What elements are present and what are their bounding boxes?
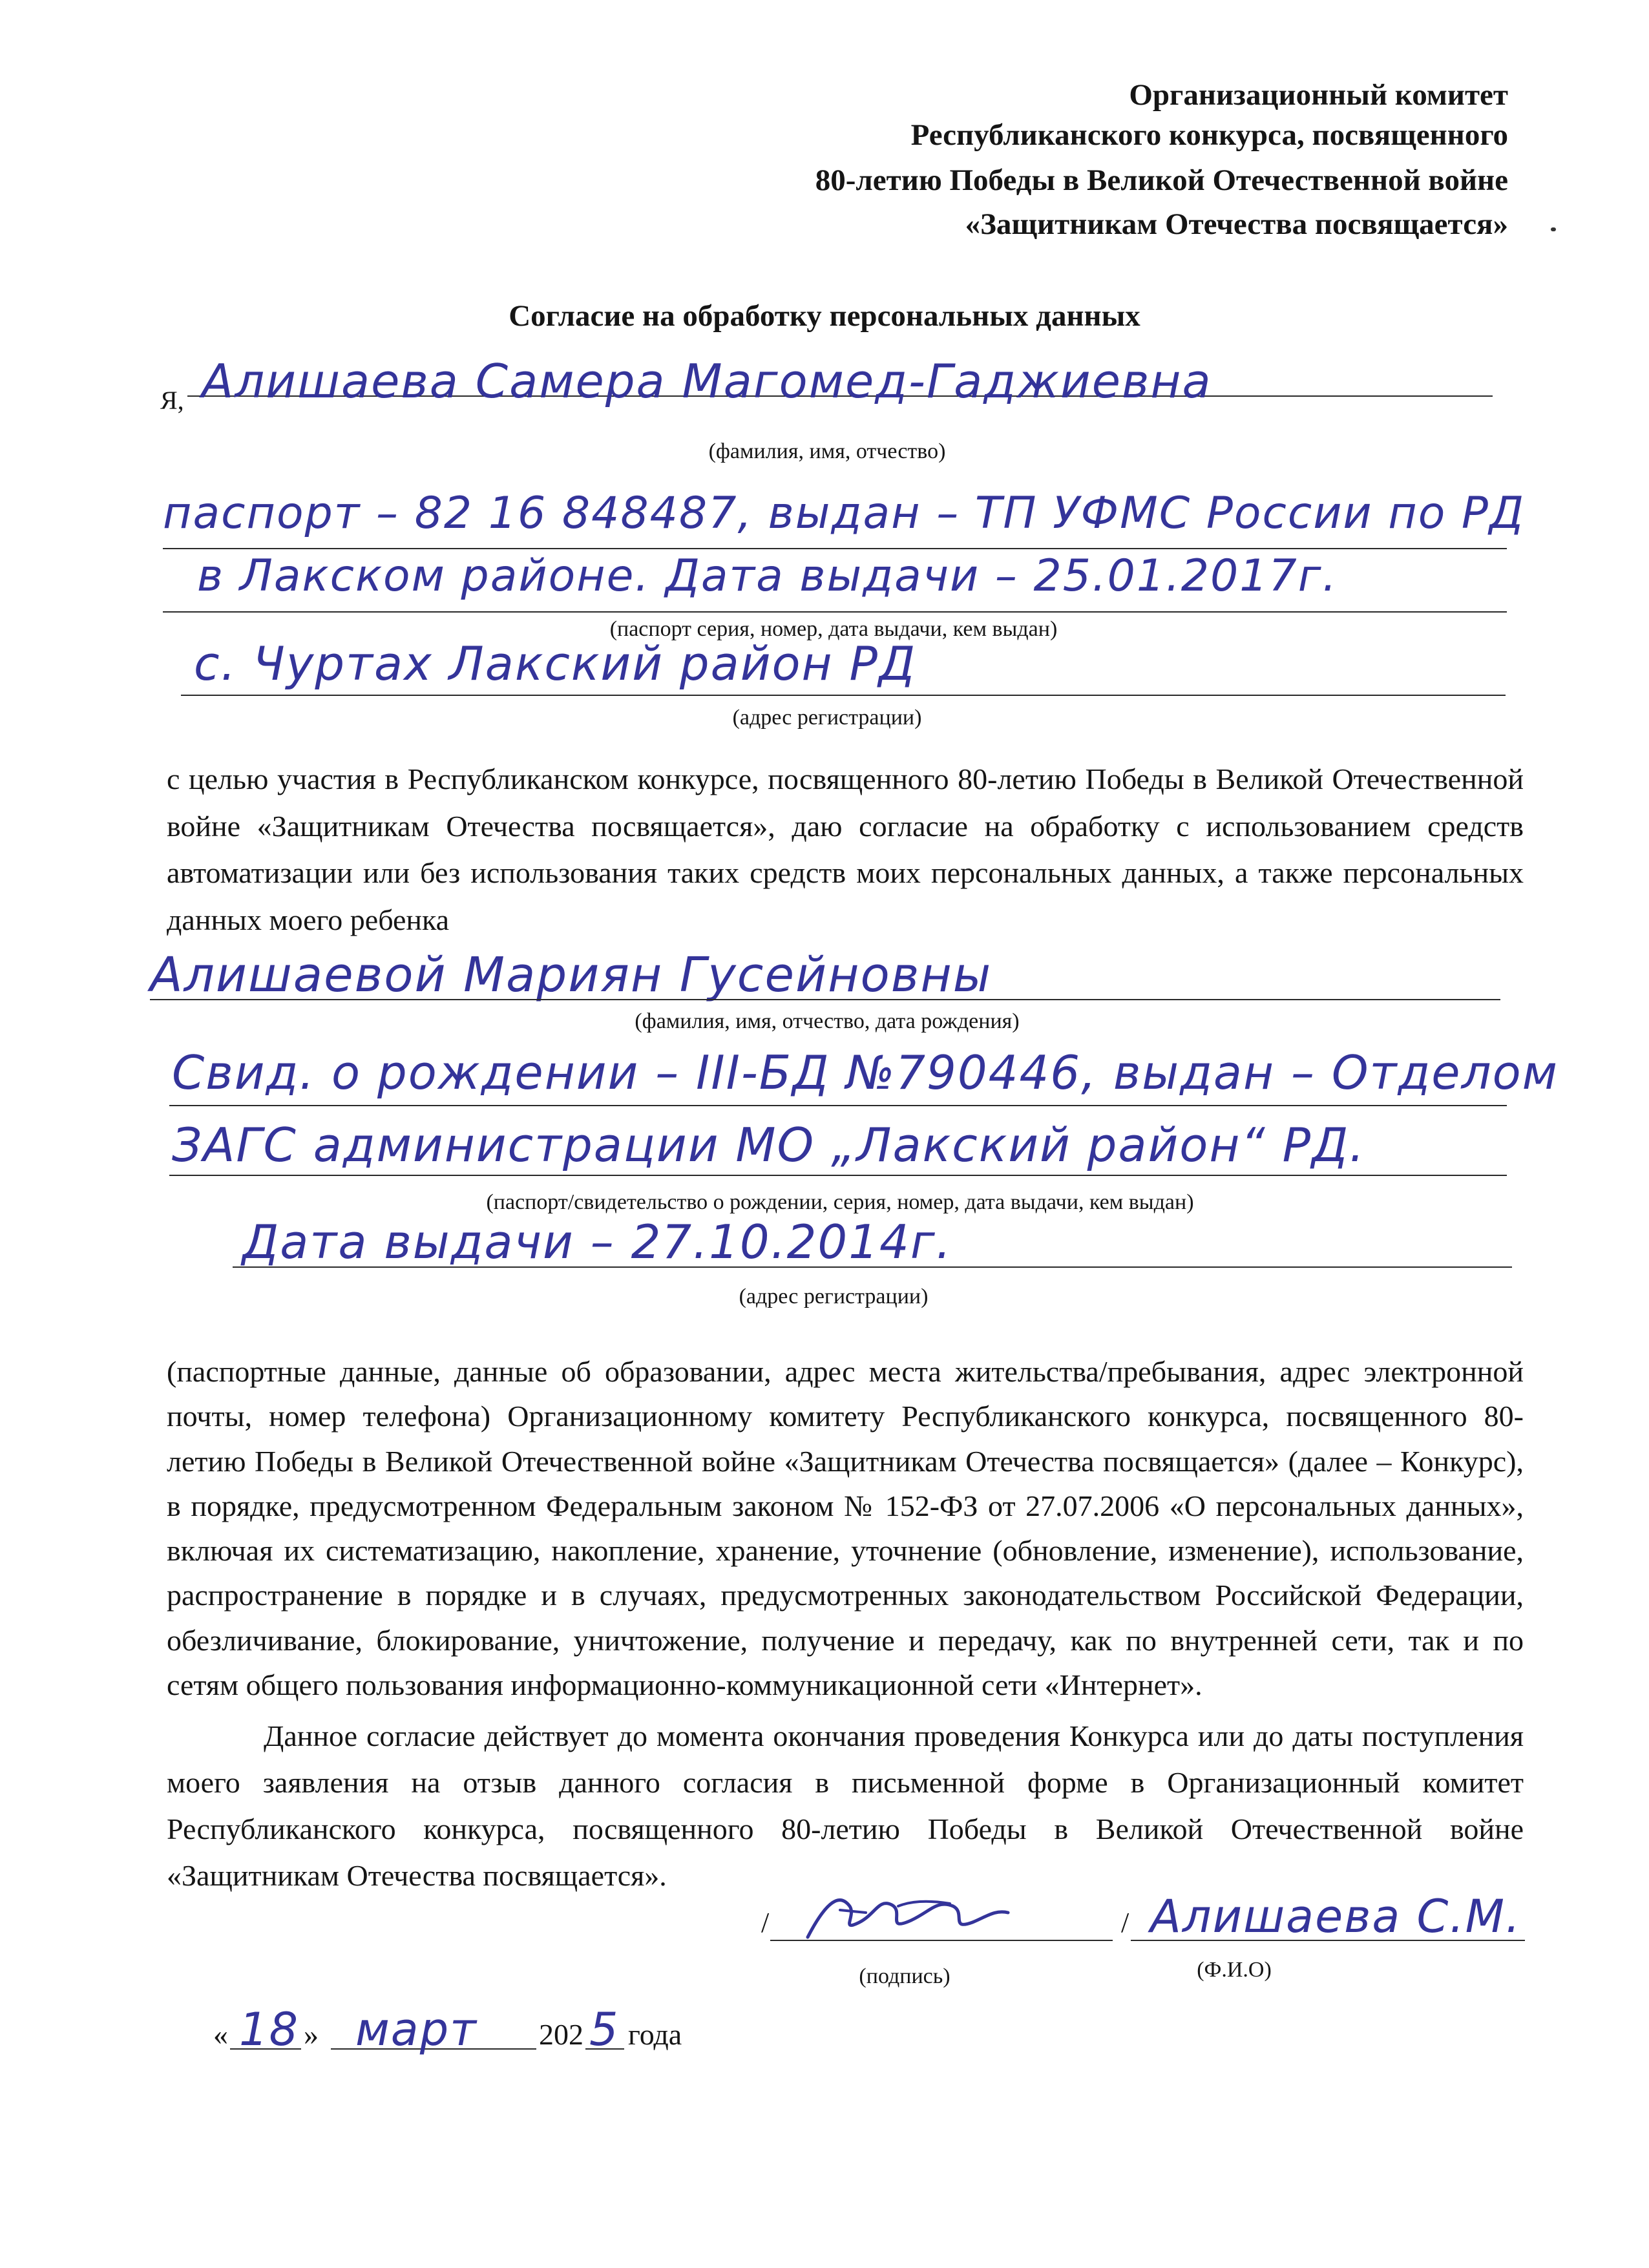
child-doc-caption: (паспорт/свидетельство о рождении, серия, номер, дата выдачи, кем выдан) <box>486 1190 1194 1214</box>
date-year-digit-handwritten: 5 <box>589 2003 620 2056</box>
date-suffix: года <box>628 2018 682 2051</box>
child-doc-handwritten-1: Свид. о рождении – III-БД №790446, выдан – Отделом <box>172 1045 1559 1100</box>
consent-paragraph-2: (паспортные данные, данные об образовании, адрес места жительства/пребывания, адрес электронной почты, номер телефона) Организационному комитету Республиканского конкурса, посвященного 80-летию Победы в Великой Отечественной войне «Защитникам Отечества посвящается» (далее – Конкурс), в порядке, предусмотренном Федеральным законом № 152-ФЗ от 27.07.2006 «О персональных данных», включая их систематизацию, накопление, хранение, уточнение (обновление, изменение), использование, распространение в порядке и в случаях, предусмотренных законодательством Российской Федерации, обезличивание, блокирование, уничтожение, получение и передачу, как по внутренней сети, так и по сетям общего пользования информационно-коммуникационной сети «Интернет». <box>167 1355 1524 1702</box>
consent-paragraph-1: с целью участия в Республиканском конкурсе, посвященного 80-летию Победы в Великой Отечественной войне «Защитникам Отечества посвящается», даю согласие на обработку с использованием средств автоматизации или без использования таких средств моих персональных данных, а также персональных данных моего ребенка <box>167 762 1524 936</box>
header-line-1: Организационный комитет <box>1129 78 1508 112</box>
header-line-3: 80-летию Победы в Великой Отечественной войне <box>815 163 1508 197</box>
child-name-caption: (фамилия, имя, отчество, дата рождения) <box>635 1009 1020 1033</box>
child-address-line <box>233 1266 1512 1268</box>
child-name-handwritten: Алишаевой Мариян Гусейновны <box>150 947 993 1003</box>
signature-slash-2: / <box>1121 1907 1129 1938</box>
signature-caption: (подпись) <box>859 1964 951 1988</box>
child-doc-line-2 <box>169 1175 1507 1176</box>
consent-paragraph-3: Данное согласие действует до момента окончания проведения Конкурса или до даты поступления моего заявления на отзыв данного согласия в письменной форме в Организационный комитет Республиканского конкурса, посвященного 80-летию Победы в Великой Отечественной войне «Защитникам Отечества посвящается». <box>167 1719 1524 1892</box>
fio-caption: (Ф.И.О) <box>1197 1958 1272 1982</box>
applicant-address-line <box>181 695 1506 696</box>
handwritten-signature <box>801 1887 1014 1948</box>
child-doc-line-1 <box>169 1105 1507 1106</box>
date-month-handwritten: март <box>355 2003 478 2056</box>
fio-handwritten: Алишаева С.М. <box>1150 1890 1522 1943</box>
applicant-name-caption: (фамилия, имя, отчество) <box>708 439 946 463</box>
header-line-4: «Защитникам Отечества посвящается» <box>965 207 1508 241</box>
date-day-handwritten: 18 <box>239 2003 300 2056</box>
child-doc-handwritten-2: ЗАГС администрации МО „Лакский район“ РД. <box>172 1118 1366 1172</box>
applicant-name-handwritten: Алишаева Самера Магомед-Гаджиевна <box>202 354 1212 408</box>
applicant-address-handwritten: с. Чуртах Лакский район РД <box>194 636 917 691</box>
applicant-passport-handwritten-2: в Лакском районе. Дата выдачи – 25.01.2017г. <box>197 551 1338 602</box>
applicant-passport-handwritten-1: паспорт – 82 16 848487, выдан – ТП УФМС России по РД <box>163 488 1526 539</box>
document-title: Согласие на обработку персональных данных <box>509 299 1140 333</box>
passport-line-2 <box>163 611 1507 613</box>
date-year-prefix: 202 <box>539 2018 583 2051</box>
date-open-quote: « <box>213 2018 228 2051</box>
child-address-handwritten: Дата выдачи – 27.10.2014г. <box>242 1215 952 1269</box>
signature-slash-1: / <box>761 1907 770 1938</box>
date-close-quote: » <box>304 2018 319 2051</box>
child-address-caption: (адрес регистрации) <box>739 1285 929 1308</box>
applicant-prefix: Я, <box>160 386 184 415</box>
passport-line-1 <box>163 548 1507 549</box>
header-line-2: Республиканского конкурса, посвященного <box>910 118 1508 152</box>
scan-speck <box>1551 227 1556 231</box>
child-name-line <box>150 999 1500 1000</box>
applicant-passport-caption: (паспорт серия, номер, дата выдачи, кем выдан) <box>609 617 1058 641</box>
applicant-address-caption: (адрес регистрации) <box>732 706 922 730</box>
